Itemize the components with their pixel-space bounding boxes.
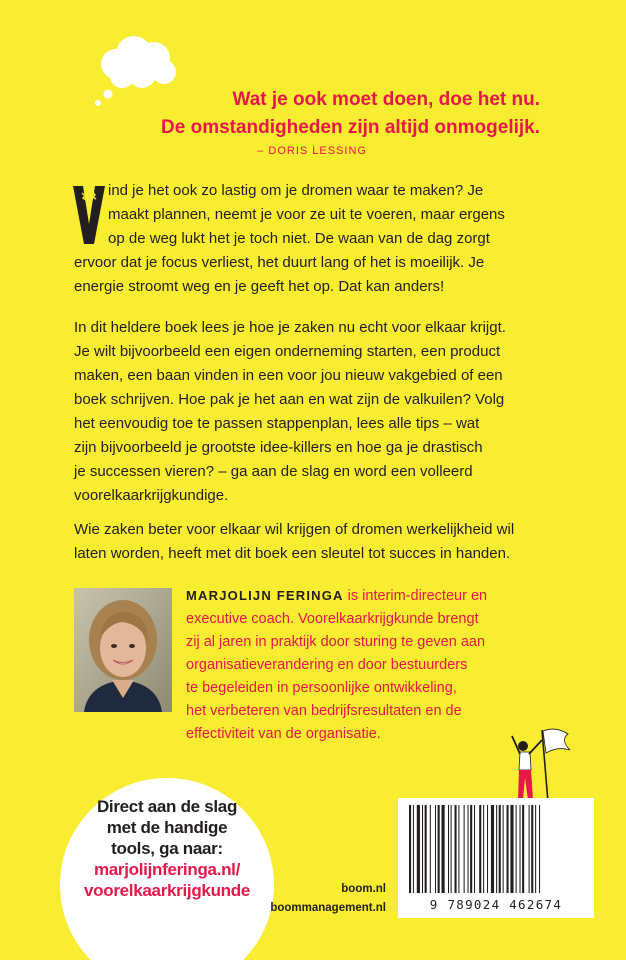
barcode-bar bbox=[451, 805, 452, 893]
quote-author: – DORIS LESSING bbox=[257, 145, 367, 157]
barcode bbox=[407, 805, 585, 893]
author-bio-line: executive coach. Voorelkaarkrijgkunde brengt bbox=[186, 611, 479, 627]
barcode-bar bbox=[487, 805, 488, 893]
intro-line: ervoor dat je focus verliest, het duurt lang of het is moeilijk. Je bbox=[74, 254, 485, 271]
body-line: Je wilt bijvoorbeeld een eigen onderneming starten, een product bbox=[74, 343, 501, 360]
barcode-bar bbox=[468, 805, 469, 893]
barcode-bar bbox=[507, 805, 509, 893]
author-bio bbox=[186, 584, 586, 746]
barcode-bar bbox=[496, 805, 497, 893]
intro-line: energie stroomt weg en je geeft het op. Dat kan anders! bbox=[74, 278, 445, 295]
tools-badge-line: tools, ga naar: bbox=[111, 839, 223, 858]
barcode-bar bbox=[409, 805, 411, 893]
barcode-bar bbox=[520, 805, 521, 893]
person-with-flag-icon bbox=[508, 726, 572, 804]
barcode-bar bbox=[499, 805, 501, 893]
barcode-bar bbox=[522, 805, 524, 893]
body-line: voorelkaarkrijgkundige. bbox=[74, 487, 229, 504]
author-bio-line: te begeleiden in persoonlijke ontwikkeling, bbox=[186, 680, 457, 696]
quote-line: Wat je ook moet doen, doe het nu. bbox=[232, 89, 540, 110]
intro-line: op de weg lukt het je toch niet. De waan van de dag zorgt bbox=[108, 230, 490, 247]
barcode-bar bbox=[479, 805, 481, 893]
isbn-number: 9 789024 462674 bbox=[429, 897, 563, 912]
author-bio-line: zij al jaren in praktijk door sturing te geven aan bbox=[186, 634, 486, 650]
tools-badge-line: Direct aan de slag bbox=[96, 797, 238, 816]
barcode-bar bbox=[438, 805, 440, 893]
body-line: maken, een baan vinden in een voor jou nieuw vakgebied of een bbox=[74, 367, 503, 384]
barcode-bar bbox=[535, 805, 536, 893]
barcode-bar bbox=[510, 805, 513, 893]
publisher-site[interactable]: boom.nl bbox=[341, 883, 386, 895]
tools-website-link[interactable]: voorelkaarkrijgkunde bbox=[84, 881, 250, 900]
author-bio-line: organisatieverandering en door bestuurders bbox=[186, 657, 468, 673]
barcode-bar bbox=[413, 805, 414, 893]
author-bio-line: effectiviteit van de organisatie. bbox=[186, 726, 381, 742]
barcode-bar bbox=[491, 805, 494, 893]
closing-line: Wie zaken beter voor elkaar wil krijgen of dromen werkelijkheid wil bbox=[74, 521, 515, 538]
barcode-bar bbox=[458, 805, 459, 893]
publisher-site[interactable]: boommanagement.nl bbox=[270, 902, 386, 914]
barcode-bar bbox=[470, 805, 472, 893]
barcode-bar bbox=[516, 805, 517, 893]
author-name: MARJOLIJN FERINGA bbox=[186, 588, 344, 603]
opening-quote bbox=[120, 86, 540, 142]
barcode-bar bbox=[430, 805, 431, 893]
barcode-bar bbox=[464, 805, 465, 893]
barcode-bar bbox=[422, 805, 423, 893]
barcode-bar bbox=[483, 805, 484, 893]
body-line: zijn bijvoorbeeld je grootste idee-killers en hoe ga je drastisch bbox=[74, 439, 483, 456]
publisher-websites bbox=[270, 880, 386, 918]
body-line: je successen vieren? – ga aan de slag en word een volleerd bbox=[74, 463, 473, 480]
intro-line: ind je het ook zo lastig om je dromen waar te maken? Je bbox=[108, 182, 484, 199]
quote-line: De omstandigheden zijn altijd onmogelijk. bbox=[161, 117, 540, 138]
barcode-bar bbox=[531, 805, 533, 893]
barcode-bar bbox=[503, 805, 504, 893]
barcode-bar bbox=[448, 805, 449, 893]
tools-website-link[interactable]: marjolijnferinga.nl/ bbox=[93, 860, 241, 879]
tools-badge-line: met de handige bbox=[106, 818, 228, 837]
body-line: In dit heldere boek lees je hoe je zaken nu echt voor elkaar krijgt. bbox=[74, 319, 506, 336]
body-line: boek schrijven. Hoe pak je het aan en wat zijn de valkuilen? Volg bbox=[74, 391, 505, 408]
intro-line: maakt plannen, neemt je voor ze uit te voeren, maar ergens bbox=[108, 206, 505, 223]
tools-badge-text bbox=[60, 796, 274, 901]
barcode-bar bbox=[442, 805, 445, 893]
body-line: het eenvoudig toe te passen stappenplan, lees alle tips – wat bbox=[74, 415, 480, 432]
barcode-bar bbox=[435, 805, 436, 893]
author-bio-first-line: is interim-directeur en bbox=[343, 588, 488, 604]
barcode-bar bbox=[425, 805, 427, 893]
barcode-bar bbox=[539, 805, 540, 893]
barcode-bar bbox=[529, 805, 530, 893]
author-photo bbox=[74, 588, 172, 712]
author-bio-line: het verbeteren van bedrijfsresultaten en de bbox=[186, 703, 462, 719]
barcode-bar bbox=[474, 805, 475, 893]
barcode-bar bbox=[417, 805, 420, 893]
intro-paragraph bbox=[74, 179, 574, 299]
closing-paragraph bbox=[74, 518, 574, 566]
body-paragraph bbox=[74, 316, 574, 508]
barcode-bar bbox=[455, 805, 457, 893]
closing-line: laten worden, heeft met dit boek een sleutel tot succes in handen. bbox=[74, 545, 511, 562]
